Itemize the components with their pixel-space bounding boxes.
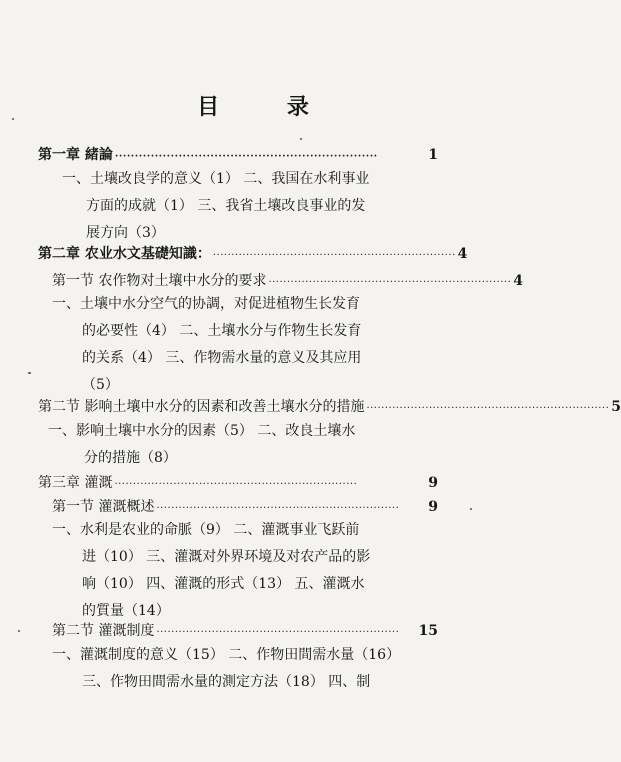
- dot-leader: ··································································: [212, 250, 456, 261]
- toc-subentry-line: 一、土壤中水分空气的协調，对促进植物生长发育: [52, 296, 360, 312]
- toc-entry-label: 第二章 农业水文基礎知識：: [38, 246, 211, 262]
- dot-leader: ··································································: [156, 627, 400, 638]
- scan-speck: [300, 138, 302, 140]
- toc-subentry-line: 展方向（3）: [86, 225, 165, 241]
- toc-subentry-2-2: [48, 418, 355, 472]
- toc-entry-section-2-1[interactable]: [52, 272, 523, 292]
- toc-entry-label: 第二节 灌溉制度: [52, 623, 155, 639]
- toc-subentry-line: 的关系（4） 三、作物需水量的意义及其应用: [82, 350, 362, 366]
- toc-subentry-line: 一、土壤改良学的意义（1） 二、我国在水利事业: [62, 171, 370, 187]
- scan-speck: [12, 118, 14, 120]
- toc-subentry-line: 进（10） 三、灌溉对外界环境及对农产品的影: [82, 549, 371, 565]
- toc-subentry-line: 响（10） 四、灌溉的形式（13） 五、灌溉水: [82, 576, 365, 592]
- toc-entry-label: 第一节 农作物对土壤中水分的要求: [52, 273, 267, 289]
- toc-subentry-3-1: [52, 517, 370, 625]
- toc-page-number: 15: [418, 623, 438, 639]
- toc-entry-label: 第一节 灌溉概述: [52, 499, 155, 515]
- toc-entry-label: 第二节 影响土壤中水分的因素和改善土壤水分的措施: [38, 399, 365, 415]
- toc-entry-chapter-2[interactable]: [38, 245, 468, 265]
- toc-page-number: 4: [457, 246, 468, 262]
- toc-subentry-line: 一、影响土壤中水分的因素（5） 二、改良土壤水: [48, 423, 356, 439]
- toc-entry-section-2-2[interactable]: [38, 398, 621, 418]
- toc-page-number: 4: [513, 273, 523, 289]
- toc-subentry-line: 的質量（14）: [82, 603, 170, 619]
- toc-subentry-line: （5）: [82, 377, 119, 393]
- toc-subentry-line: 三、作物田間需水量的測定方法（18） 四、制: [82, 674, 371, 690]
- dot-leader: ··································································: [156, 503, 400, 514]
- toc-subentry-line: 的必要性（4） 二、土壤水分与作物生长发育: [82, 323, 362, 339]
- toc-entry-label: 第三章 灌溉: [38, 475, 113, 491]
- toc-subentry-line: 一、灌溉制度的意义（15） 二、作物田間需水量（16）: [52, 647, 401, 663]
- dot-leader: ··································································: [114, 479, 358, 490]
- toc-page-number: 9: [428, 499, 438, 515]
- scan-speck: [470, 508, 472, 510]
- dot-leader: ··································································: [268, 277, 512, 288]
- toc-title: 目 录: [197, 94, 339, 120]
- toc-subentry-3-2: [52, 642, 400, 696]
- toc-entry-chapter-3[interactable]: [38, 474, 438, 494]
- toc-page-number: 1: [428, 147, 438, 163]
- toc-subentry-1: [62, 166, 369, 247]
- toc-page-number: 9: [428, 475, 438, 491]
- scan-speck: [18, 630, 20, 632]
- toc-subentry-line: 方面的成就（1） 三、我省土壤改良事业的发: [86, 198, 366, 214]
- toc-entry-section-3-1[interactable]: [52, 498, 438, 518]
- dot-leader: ··································································: [114, 151, 378, 162]
- toc-subentry-line: 分的措施（8）: [84, 450, 177, 466]
- toc-entry-chapter-1[interactable]: [38, 146, 438, 166]
- toc-subentry-line: 一、水利是农业的命脈（9） 二、灌溉事业飞跃前: [52, 522, 360, 538]
- toc-page-number: 5: [611, 399, 621, 415]
- toc-entry-section-3-2[interactable]: [52, 622, 438, 642]
- scan-speck: [28, 372, 31, 374]
- toc-entry-label: 第一章 緒論: [38, 147, 113, 163]
- dot-leader: ··································································: [366, 403, 610, 414]
- toc-subentry-2-1: [52, 291, 361, 399]
